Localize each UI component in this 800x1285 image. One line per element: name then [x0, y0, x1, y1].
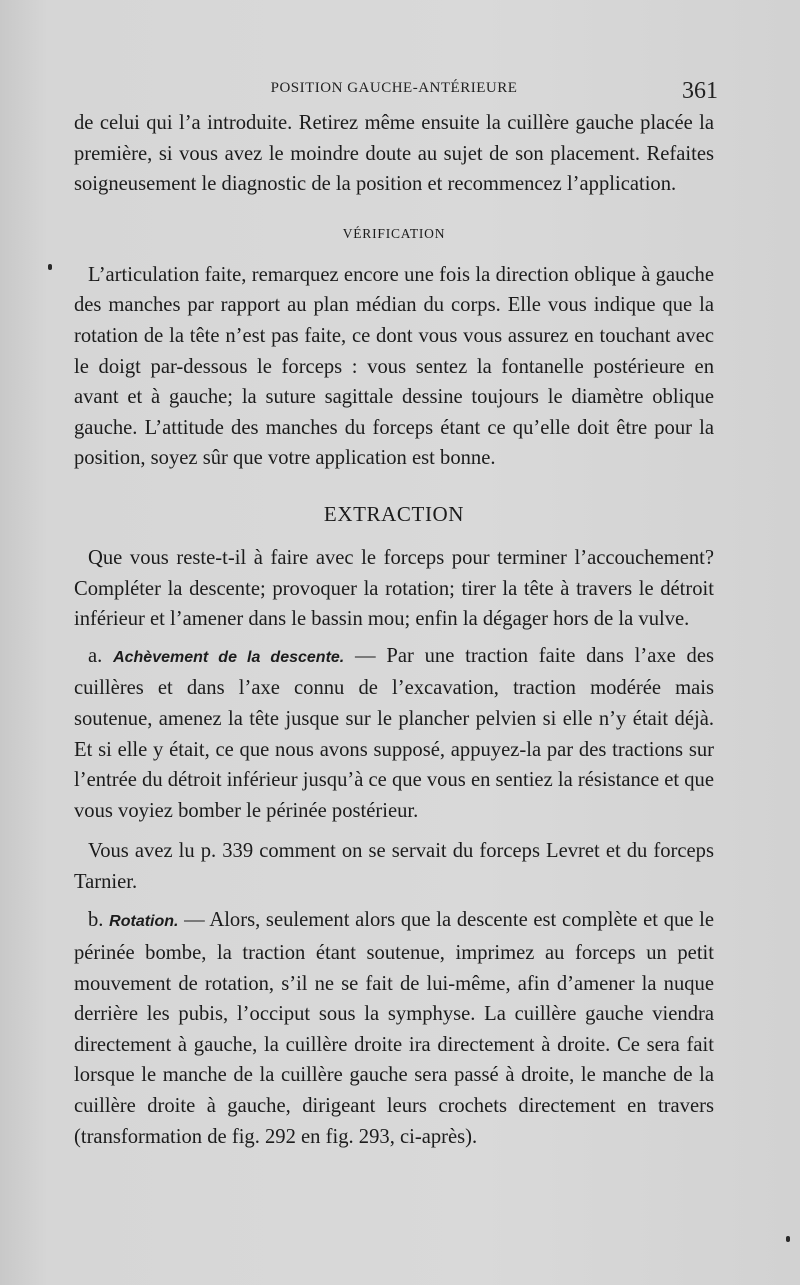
running-head: [74, 72, 718, 108]
paper-speck: [786, 1236, 790, 1242]
extraction-heading: EXTRACTION: [323, 501, 465, 526]
intro-paragraph: de celui qui l’a introduite. Retirez même ensuite la cuillère gauche placée la première, si vous avez le moindre doute au sujet de son placement. Refaites soigneusement le diagnostic de la position et recommencez l’application.: [74, 112, 714, 196]
levret-paragraph: Vous avez lu p. 339 comment on se servait du forceps Levret et du forceps Tarnier.: [74, 840, 714, 893]
verification-paragraph: L’articulation faite, remarquez encore une fois la direction oblique à gauche des manches par rapport au plan médian du corps. Elle vous indique que la rotation de la tête n’est pas faite, ce dont vous vous assurez en touchant avec le doigt par-dessous le forceps : vous sentez la fontanelle postérieure en avant et à gauche; la suture sagittale dessine toujours le diamètre oblique gauche. L’attitude des manches du forceps étant ce qu’elle doit être pour la position, soyez sûr que votre application est bonne.: [74, 263, 714, 470]
verification-heading: VÉRIFICATION: [342, 225, 446, 241]
item-a-title: Achèvement de la descente.: [113, 648, 345, 666]
item-b-label: b.: [88, 909, 104, 932]
item-b-paragraph: [74, 905, 714, 1152]
item-a-label: a.: [88, 644, 103, 667]
item-b-title: Rotation.: [109, 913, 179, 931]
item-a-paragraph: [74, 641, 714, 827]
running-title: POSITION GAUCHE-ANTÉRIEURE: [270, 80, 518, 96]
item-b-text: — Alors, seulement alors que la descente est complète et que le périnée bombe, la traction étant soutenue, imprimez au forceps un petit mouvement de rotation, s’il ne se fait de lui-même, afin d’amener la nuque derrière les pubis, l’occiput sous la symphyse. La cuillère gauche viendra directement à gauche, la cuillère droite ira directement à droite. Ce sera fait lorsque le manche de la cuillère gauche sera passé à droite, le manche de la cuillère droite à gauche, dirigeant leurs crochets directement en travers (transformation de fig. 292 en fig. 293, ci-après).: [74, 909, 714, 1148]
item-a-text: — Par une traction faite dans l’axe des cuillères et dans l’axe connu de l’excavation, traction modérée mais soutenue, amenez la tête jusque sur le plancher pelvien si elle n’y était déjà. Et si elle y était, ce que nous avons supposé, appuyez-la par des tractions sur l’entrée du détroit inférieur jusqu’à ce que vous en sentiez la résistance et que vous voyiez bomber le périnée postérieur.: [74, 644, 715, 822]
paper-speck: [48, 264, 52, 270]
extraction-paragraph: Que vous reste-t-il à faire avec le forceps pour terminer l’accouchement? Compléter la descente; provoquer la rotation; tirer la tête à travers le détroit inférieur et l’amener dans le bassin mou; enfin la dégager hors de la vulve.: [74, 546, 714, 631]
page-number: 361: [682, 78, 718, 104]
